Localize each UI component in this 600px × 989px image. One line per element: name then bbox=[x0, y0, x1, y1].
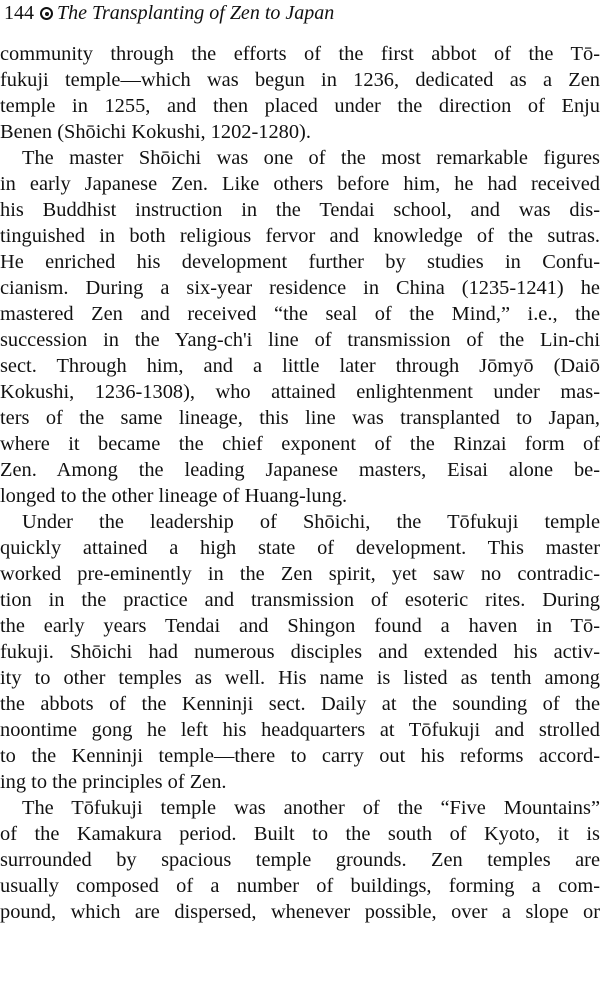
text-line: cianism. During a six-year residence in China (1235-1241) he bbox=[0, 277, 600, 299]
text-line: sect. Through him, and a little later through Jōmyō (Daiō bbox=[0, 355, 600, 377]
running-header bbox=[4, 0, 334, 30]
text-line: temple in 1255, and then placed under the direction of Enju bbox=[0, 95, 600, 117]
text-line: worked pre-eminently in the Zen spirit, yet saw no contradic- bbox=[0, 563, 600, 585]
text-line: mastered Zen and received “the seal of the Mind,” i.e., the bbox=[0, 303, 600, 325]
paragraph bbox=[0, 145, 600, 509]
text-line: Under the leadership of Shōichi, the Tōfukuji temple bbox=[22, 511, 600, 533]
text-line: ing to the principles of Zen. bbox=[0, 771, 227, 793]
text-line: the abbots of the Kenninji sect. Daily at the sounding of the bbox=[0, 693, 600, 715]
text-line: ity to other temples as well. His name is listed as tenth among bbox=[0, 667, 600, 689]
text-line: ters of the same lineage, this line was transplanted to Japan, bbox=[0, 407, 600, 429]
text-line: succession in the Yang-ch'i line of transmission of the Lin-chi bbox=[0, 329, 600, 351]
text-line: where it became the chief exponent of the Rinzai form of bbox=[0, 433, 600, 455]
text-line: fukuji. Shōichi had numerous disciples and extended his activ- bbox=[0, 641, 600, 663]
text-line: pound, which are dispersed, whenever possible, over a slope or bbox=[0, 901, 600, 923]
text-line: of the Kamakura period. Built to the south of Kyoto, it is bbox=[0, 823, 600, 845]
text-line: quickly attained a high state of development. This master bbox=[0, 537, 600, 559]
text-line: Benen (Shōichi Kokushi, 1202-1280). bbox=[0, 121, 311, 143]
text-line: in early Japanese Zen. Like others before him, he had received bbox=[0, 173, 600, 195]
text-line: The Tōfukuji temple was another of the “Five Mountains” bbox=[22, 797, 600, 819]
text-line: surrounded by spacious temple grounds. Zen temples are bbox=[0, 849, 600, 871]
text-line: Kokushi, 1236-1308), who attained enlightenment under mas- bbox=[0, 381, 600, 403]
running-title: The Transplanting of Zen to Japan bbox=[57, 2, 335, 24]
text-line: his Buddhist instruction in the Tendai school, and was dis- bbox=[0, 199, 600, 221]
circled-dot-icon bbox=[40, 7, 53, 20]
page-number: 144 bbox=[4, 2, 34, 24]
body-text bbox=[0, 41, 600, 925]
paragraph bbox=[0, 509, 600, 795]
text-line: tinguished in both religious fervor and knowledge of the sutras. bbox=[0, 225, 600, 247]
paragraph bbox=[0, 795, 600, 925]
text-line: noontime gong he left his headquarters at Tōfukuji and strolled bbox=[0, 719, 600, 741]
text-line: longed to the other lineage of Huang-lung. bbox=[0, 485, 348, 507]
paragraph bbox=[0, 41, 600, 145]
text-line: to the Kenninji temple—there to carry out his reforms accord- bbox=[0, 745, 600, 767]
text-line: community through the efforts of the first abbot of the Tō- bbox=[0, 43, 600, 65]
text-line: tion in the practice and transmission of esoteric rites. During bbox=[0, 589, 600, 611]
text-line: He enriched his development further by studies in Confu- bbox=[0, 251, 600, 273]
text-line: Zen. Among the leading Japanese masters, Eisai alone be- bbox=[0, 459, 600, 481]
text-line: the early years Tendai and Shingon found a haven in Tō- bbox=[0, 615, 600, 637]
text-line: usually composed of a number of buildings, forming a com- bbox=[0, 875, 600, 897]
text-line: The master Shōichi was one of the most remarkable figures bbox=[22, 147, 600, 169]
text-line: fukuji temple—which was begun in 1236, dedicated as a Zen bbox=[0, 69, 600, 91]
